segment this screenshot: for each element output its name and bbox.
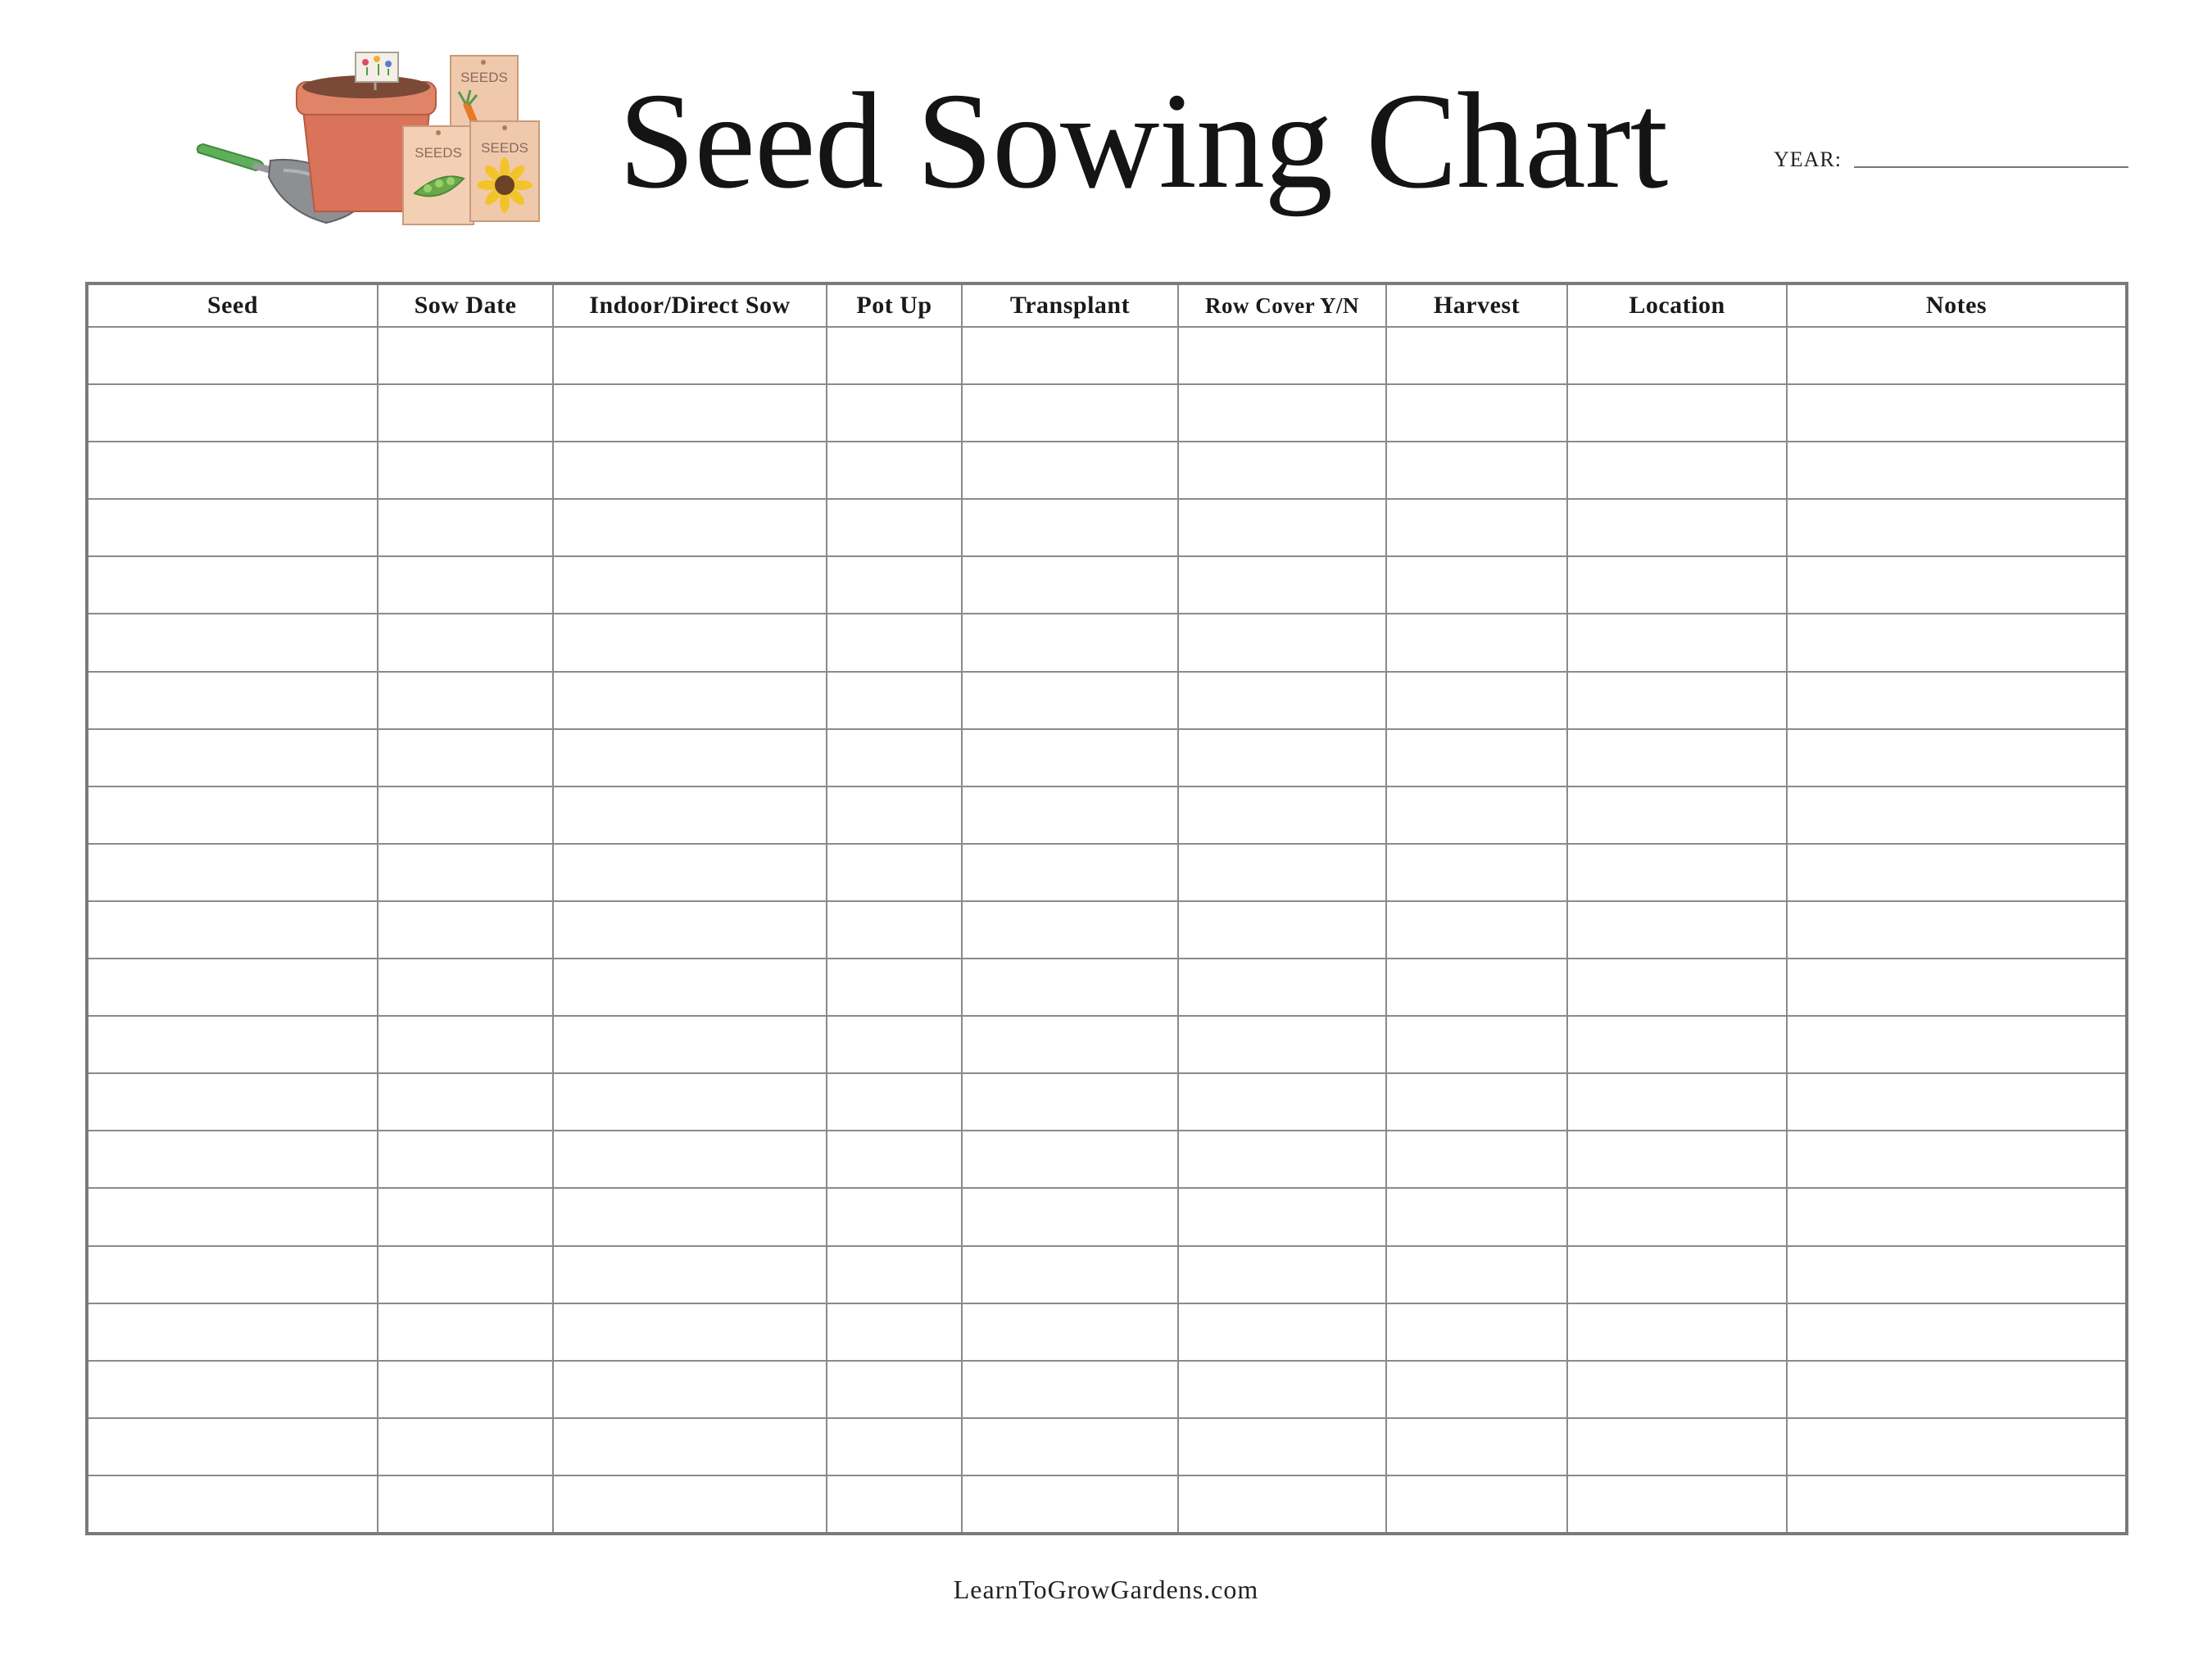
table-row bbox=[87, 959, 2127, 1016]
table-cell-indoor-direct-sow[interactable] bbox=[553, 1131, 827, 1188]
table-row bbox=[87, 1188, 2127, 1245]
table-cell-harvest[interactable] bbox=[1386, 1475, 1567, 1534]
table-cell-sow-date[interactable] bbox=[378, 384, 553, 442]
table-cell-row-cover[interactable] bbox=[1178, 556, 1386, 614]
table-row bbox=[87, 1303, 2127, 1361]
table-cell-seed[interactable] bbox=[87, 1188, 378, 1245]
table-cell-sow-date[interactable] bbox=[378, 499, 553, 556]
table-cell-location[interactable] bbox=[1567, 1016, 1787, 1073]
table-cell-transplant[interactable] bbox=[962, 1475, 1178, 1534]
table-cell-seed[interactable] bbox=[87, 556, 378, 614]
table-cell-sow-date[interactable] bbox=[378, 327, 553, 384]
table-cell-indoor-direct-sow[interactable] bbox=[553, 1475, 827, 1534]
seed-packet-icon bbox=[470, 121, 539, 221]
table-cell-location[interactable] bbox=[1567, 729, 1787, 786]
table-cell-location[interactable] bbox=[1567, 1246, 1787, 1303]
table-cell-pot-up[interactable] bbox=[827, 1361, 962, 1418]
table-row bbox=[87, 1246, 2127, 1303]
table-cell-row-cover[interactable] bbox=[1178, 1016, 1386, 1073]
table-cell-notes[interactable] bbox=[1787, 499, 2127, 556]
table-cell-notes[interactable] bbox=[1787, 1361, 2127, 1418]
table-cell-sow-date[interactable] bbox=[378, 1016, 553, 1073]
table-cell-sow-date[interactable] bbox=[378, 1303, 553, 1361]
table-cell-harvest[interactable] bbox=[1386, 499, 1567, 556]
table-cell-notes[interactable] bbox=[1787, 614, 2127, 671]
table-cell-indoor-direct-sow[interactable] bbox=[553, 1418, 827, 1475]
table-cell-pot-up[interactable] bbox=[827, 959, 962, 1016]
table-row bbox=[87, 1475, 2127, 1534]
table-header-row bbox=[87, 283, 2127, 327]
table-cell-location[interactable] bbox=[1567, 1418, 1787, 1475]
table-cell-location[interactable] bbox=[1567, 1188, 1787, 1245]
table-cell-location[interactable] bbox=[1567, 442, 1787, 499]
table-cell-notes[interactable] bbox=[1787, 1418, 2127, 1475]
table-cell-seed[interactable] bbox=[87, 729, 378, 786]
table-cell-notes[interactable] bbox=[1787, 1246, 2127, 1303]
table-cell-notes[interactable] bbox=[1787, 844, 2127, 901]
table-cell-pot-up[interactable] bbox=[827, 327, 962, 384]
table-cell-harvest[interactable] bbox=[1386, 672, 1567, 729]
table-cell-harvest[interactable] bbox=[1386, 1303, 1567, 1361]
table-cell-pot-up[interactable] bbox=[827, 729, 962, 786]
table-cell-sow-date[interactable] bbox=[378, 1361, 553, 1418]
table-row bbox=[87, 384, 2127, 442]
table-cell-indoor-direct-sow[interactable] bbox=[553, 499, 827, 556]
table-cell-sow-date[interactable] bbox=[378, 1246, 553, 1303]
table-cell-pot-up[interactable] bbox=[827, 1246, 962, 1303]
table-row bbox=[87, 1361, 2127, 1418]
table-cell-seed[interactable] bbox=[87, 1016, 378, 1073]
table-cell-transplant[interactable] bbox=[962, 327, 1178, 384]
table-cell-pot-up[interactable] bbox=[827, 1131, 962, 1188]
table-cell-harvest[interactable] bbox=[1386, 614, 1567, 671]
table-cell-seed[interactable] bbox=[87, 901, 378, 959]
table-cell-transplant[interactable] bbox=[962, 1418, 1178, 1475]
seeds-illustration bbox=[195, 48, 543, 236]
table-cell-row-cover[interactable] bbox=[1178, 384, 1386, 442]
table-cell-transplant[interactable] bbox=[962, 499, 1178, 556]
table-cell-pot-up[interactable] bbox=[827, 901, 962, 959]
table-cell-sow-date[interactable] bbox=[378, 672, 553, 729]
table-cell-transplant[interactable] bbox=[962, 1188, 1178, 1245]
table-cell-sow-date[interactable] bbox=[378, 1188, 553, 1245]
table-cell-sow-date[interactable] bbox=[378, 1131, 553, 1188]
table-cell-notes[interactable] bbox=[1787, 959, 2127, 1016]
table-cell-indoor-direct-sow[interactable] bbox=[553, 1246, 827, 1303]
table-row bbox=[87, 1131, 2127, 1188]
table-cell-row-cover[interactable] bbox=[1178, 1188, 1386, 1245]
table-cell-transplant[interactable] bbox=[962, 1073, 1178, 1131]
table-cell-transplant[interactable] bbox=[962, 1246, 1178, 1303]
table-cell-transplant[interactable] bbox=[962, 959, 1178, 1016]
table-cell-notes[interactable] bbox=[1787, 729, 2127, 786]
table-cell-location[interactable] bbox=[1567, 901, 1787, 959]
table-cell-row-cover[interactable] bbox=[1178, 1246, 1386, 1303]
table-cell-harvest[interactable] bbox=[1386, 1188, 1567, 1245]
table-cell-harvest[interactable] bbox=[1386, 556, 1567, 614]
table-cell-row-cover[interactable] bbox=[1178, 1073, 1386, 1131]
table-cell-location[interactable] bbox=[1567, 1475, 1787, 1534]
table-cell-harvest[interactable] bbox=[1386, 1361, 1567, 1418]
table-cell-pot-up[interactable] bbox=[827, 499, 962, 556]
table-cell-notes[interactable] bbox=[1787, 1073, 2127, 1131]
table-cell-transplant[interactable] bbox=[962, 844, 1178, 901]
column-header-sow-date: Sow Date bbox=[378, 283, 553, 327]
table-cell-harvest[interactable] bbox=[1386, 327, 1567, 384]
svg-text:SEEDS: SEEDS bbox=[460, 70, 508, 85]
table-cell-harvest[interactable] bbox=[1386, 1418, 1567, 1475]
table-cell-harvest[interactable] bbox=[1386, 901, 1567, 959]
table-cell-pot-up[interactable] bbox=[827, 614, 962, 671]
table-cell-seed[interactable] bbox=[87, 442, 378, 499]
table-cell-pot-up[interactable] bbox=[827, 786, 962, 844]
year-field[interactable] bbox=[1774, 144, 2130, 177]
table-row bbox=[87, 556, 2127, 614]
table-cell-indoor-direct-sow[interactable] bbox=[553, 1016, 827, 1073]
table-row bbox=[87, 442, 2127, 499]
table-row bbox=[87, 1016, 2127, 1073]
table-cell-pot-up[interactable] bbox=[827, 556, 962, 614]
table-cell-location[interactable] bbox=[1567, 672, 1787, 729]
column-header-harvest: Harvest bbox=[1386, 283, 1567, 327]
column-header-transplant: Transplant bbox=[962, 283, 1178, 327]
table-cell-location[interactable] bbox=[1567, 1361, 1787, 1418]
table-cell-location[interactable] bbox=[1567, 384, 1787, 442]
table-cell-row-cover[interactable] bbox=[1178, 442, 1386, 499]
table-cell-indoor-direct-sow[interactable] bbox=[553, 327, 827, 384]
table-cell-location[interactable] bbox=[1567, 1073, 1787, 1131]
column-header-indoor-direct-sow: Indoor/Direct Sow bbox=[553, 283, 827, 327]
table-cell-sow-date[interactable] bbox=[378, 1418, 553, 1475]
table-cell-indoor-direct-sow[interactable] bbox=[553, 1361, 827, 1418]
table-cell-location[interactable] bbox=[1567, 614, 1787, 671]
table-cell-transplant[interactable] bbox=[962, 1361, 1178, 1418]
table-cell-notes[interactable] bbox=[1787, 1303, 2127, 1361]
table-cell-row-cover[interactable] bbox=[1178, 844, 1386, 901]
table-cell-row-cover[interactable] bbox=[1178, 786, 1386, 844]
table-cell-notes[interactable] bbox=[1787, 384, 2127, 442]
table-cell-seed[interactable] bbox=[87, 786, 378, 844]
table-row bbox=[87, 844, 2127, 901]
table-cell-transplant[interactable] bbox=[962, 729, 1178, 786]
table-cell-row-cover[interactable] bbox=[1178, 1361, 1386, 1418]
table-cell-row-cover[interactable] bbox=[1178, 672, 1386, 729]
table-cell-pot-up[interactable] bbox=[827, 1418, 962, 1475]
table-cell-row-cover[interactable] bbox=[1178, 1418, 1386, 1475]
table-cell-harvest[interactable] bbox=[1386, 959, 1567, 1016]
table-cell-harvest[interactable] bbox=[1386, 1016, 1567, 1073]
table-cell-transplant[interactable] bbox=[962, 614, 1178, 671]
table-cell-sow-date[interactable] bbox=[378, 786, 553, 844]
table-cell-transplant[interactable] bbox=[962, 786, 1178, 844]
table-cell-location[interactable] bbox=[1567, 844, 1787, 901]
table-cell-harvest[interactable] bbox=[1386, 384, 1567, 442]
table-cell-transplant[interactable] bbox=[962, 556, 1178, 614]
table-cell-transplant[interactable] bbox=[962, 1016, 1178, 1073]
table-row bbox=[87, 786, 2127, 844]
table-cell-location[interactable] bbox=[1567, 327, 1787, 384]
table-cell-pot-up[interactable] bbox=[827, 1475, 962, 1534]
table-cell-seed[interactable] bbox=[87, 844, 378, 901]
table-cell-notes[interactable] bbox=[1787, 1016, 2127, 1073]
table-cell-seed[interactable] bbox=[87, 614, 378, 671]
table-cell-seed[interactable] bbox=[87, 1246, 378, 1303]
table-cell-transplant[interactable] bbox=[962, 672, 1178, 729]
table-cell-row-cover[interactable] bbox=[1178, 327, 1386, 384]
sowing-table bbox=[85, 282, 2128, 1535]
year-label: YEAR: bbox=[1774, 147, 1842, 171]
table-cell-indoor-direct-sow[interactable] bbox=[553, 786, 827, 844]
table-cell-notes[interactable] bbox=[1787, 1131, 2127, 1188]
table-cell-indoor-direct-sow[interactable] bbox=[553, 901, 827, 959]
table-cell-indoor-direct-sow[interactable] bbox=[553, 729, 827, 786]
table-row bbox=[87, 499, 2127, 556]
table-cell-harvest[interactable] bbox=[1386, 1073, 1567, 1131]
table-body bbox=[87, 327, 2127, 1534]
table-cell-sow-date[interactable] bbox=[378, 1475, 553, 1534]
svg-text:SEEDS: SEEDS bbox=[415, 145, 462, 161]
table-cell-harvest[interactable] bbox=[1386, 1131, 1567, 1188]
table-cell-indoor-direct-sow[interactable] bbox=[553, 844, 827, 901]
table-cell-location[interactable] bbox=[1567, 1131, 1787, 1188]
table-cell-pot-up[interactable] bbox=[827, 442, 962, 499]
table-row bbox=[87, 901, 2127, 959]
table-cell-harvest[interactable] bbox=[1386, 1246, 1567, 1303]
table-cell-location[interactable] bbox=[1567, 959, 1787, 1016]
table-cell-indoor-direct-sow[interactable] bbox=[553, 384, 827, 442]
svg-text:SEEDS: SEEDS bbox=[481, 140, 528, 156]
table-cell-notes[interactable] bbox=[1787, 442, 2127, 499]
table-cell-notes[interactable] bbox=[1787, 1475, 2127, 1534]
table-cell-indoor-direct-sow[interactable] bbox=[553, 614, 827, 671]
table-cell-harvest[interactable] bbox=[1386, 442, 1567, 499]
table-row bbox=[87, 614, 2127, 671]
table-cell-sow-date[interactable] bbox=[378, 442, 553, 499]
table-cell-indoor-direct-sow[interactable] bbox=[553, 672, 827, 729]
seed-packet-icon bbox=[403, 126, 474, 224]
table-cell-transplant[interactable] bbox=[962, 901, 1178, 959]
table-cell-row-cover[interactable] bbox=[1178, 1475, 1386, 1534]
table-cell-row-cover[interactable] bbox=[1178, 1303, 1386, 1361]
table-cell-row-cover[interactable] bbox=[1178, 729, 1386, 786]
table-cell-location[interactable] bbox=[1567, 499, 1787, 556]
table-cell-harvest[interactable] bbox=[1386, 844, 1567, 901]
year-input-line[interactable] bbox=[1854, 166, 2128, 168]
column-header-location: Location bbox=[1567, 283, 1787, 327]
table-cell-seed[interactable] bbox=[87, 327, 378, 384]
table-cell-seed[interactable] bbox=[87, 959, 378, 1016]
table-cell-row-cover[interactable] bbox=[1178, 901, 1386, 959]
page-title: Seed Sowing Chart bbox=[619, 65, 1668, 217]
table-cell-seed[interactable] bbox=[87, 1361, 378, 1418]
table-cell-indoor-direct-sow[interactable] bbox=[553, 1303, 827, 1361]
column-header-row-cover: Row Cover Y/N bbox=[1178, 283, 1386, 327]
table-cell-transplant[interactable] bbox=[962, 1131, 1178, 1188]
table-cell-location[interactable] bbox=[1567, 556, 1787, 614]
table-cell-row-cover[interactable] bbox=[1178, 499, 1386, 556]
table-row bbox=[87, 327, 2127, 384]
table-row bbox=[87, 672, 2127, 729]
column-header-notes: Notes bbox=[1787, 283, 2127, 327]
table-cell-pot-up[interactable] bbox=[827, 1073, 962, 1131]
table-cell-pot-up[interactable] bbox=[827, 844, 962, 901]
table-cell-seed[interactable] bbox=[87, 1131, 378, 1188]
table-cell-transplant[interactable] bbox=[962, 1303, 1178, 1361]
table-cell-row-cover[interactable] bbox=[1178, 1131, 1386, 1188]
table-cell-location[interactable] bbox=[1567, 1303, 1787, 1361]
table-cell-pot-up[interactable] bbox=[827, 1016, 962, 1073]
table-row bbox=[87, 1418, 2127, 1475]
table-cell-indoor-direct-sow[interactable] bbox=[553, 442, 827, 499]
table-cell-seed[interactable] bbox=[87, 1418, 378, 1475]
table-cell-pot-up[interactable] bbox=[827, 672, 962, 729]
table-cell-notes[interactable] bbox=[1787, 1188, 2127, 1245]
table-cell-transplant[interactable] bbox=[962, 442, 1178, 499]
table-cell-indoor-direct-sow[interactable] bbox=[553, 959, 827, 1016]
table-cell-seed[interactable] bbox=[87, 499, 378, 556]
table-cell-location[interactable] bbox=[1567, 786, 1787, 844]
column-header-pot-up: Pot Up bbox=[827, 283, 962, 327]
table-cell-notes[interactable] bbox=[1787, 786, 2127, 844]
table-cell-notes[interactable] bbox=[1787, 556, 2127, 614]
table-row bbox=[87, 1073, 2127, 1131]
table-cell-seed[interactable] bbox=[87, 384, 378, 442]
footer-site: LearnToGrowGardens.com bbox=[953, 1575, 1259, 1604]
table-cell-harvest[interactable] bbox=[1386, 786, 1567, 844]
table-cell-pot-up[interactable] bbox=[827, 1188, 962, 1245]
table-cell-seed[interactable] bbox=[87, 1475, 378, 1534]
table-cell-sow-date[interactable] bbox=[378, 556, 553, 614]
table-cell-harvest[interactable] bbox=[1386, 729, 1567, 786]
table-cell-seed[interactable] bbox=[87, 1303, 378, 1361]
table-row bbox=[87, 729, 2127, 786]
column-header-seed: Seed bbox=[87, 283, 378, 327]
table-cell-sow-date[interactable] bbox=[378, 1073, 553, 1131]
table-cell-sow-date[interactable] bbox=[378, 614, 553, 671]
table-cell-row-cover[interactable] bbox=[1178, 959, 1386, 1016]
table-cell-transplant[interactable] bbox=[962, 384, 1178, 442]
table-cell-notes[interactable] bbox=[1787, 327, 2127, 384]
table-cell-indoor-direct-sow[interactable] bbox=[553, 556, 827, 614]
table-cell-seed[interactable] bbox=[87, 672, 378, 729]
table-cell-seed[interactable] bbox=[87, 1073, 378, 1131]
table-cell-notes[interactable] bbox=[1787, 672, 2127, 729]
table-cell-sow-date[interactable] bbox=[378, 729, 553, 786]
table-cell-indoor-direct-sow[interactable] bbox=[553, 1073, 827, 1131]
table-cell-indoor-direct-sow[interactable] bbox=[553, 1188, 827, 1245]
table-cell-pot-up[interactable] bbox=[827, 384, 962, 442]
table-cell-sow-date[interactable] bbox=[378, 901, 553, 959]
table-cell-pot-up[interactable] bbox=[827, 1303, 962, 1361]
table-cell-sow-date[interactable] bbox=[378, 844, 553, 901]
table-cell-notes[interactable] bbox=[1787, 901, 2127, 959]
table-cell-row-cover[interactable] bbox=[1178, 614, 1386, 671]
table-cell-sow-date[interactable] bbox=[378, 959, 553, 1016]
